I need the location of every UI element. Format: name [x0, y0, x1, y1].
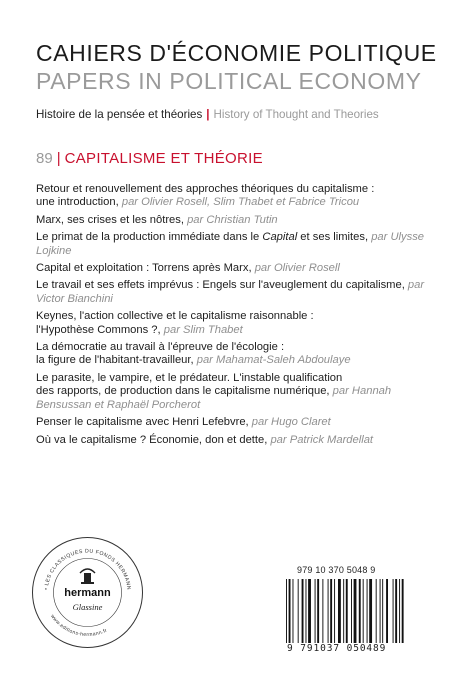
barcode-bar — [334, 579, 335, 643]
barcode-bar — [402, 579, 404, 643]
toc-title-line: des rapports, de production dans le capitalisme numérique, — [36, 385, 330, 398]
publisher-seal — [30, 535, 145, 650]
toc-entry-author: par Mahamat-Saleh Abdoulaye — [196, 354, 351, 367]
barcode-bar — [306, 579, 307, 643]
toc-entry-author: par Olivier Rosell — [254, 262, 340, 275]
barcode-bar — [395, 579, 397, 643]
barcode-bar — [315, 579, 316, 643]
toc-entry-title — [36, 279, 405, 291]
barcode-bar — [380, 579, 381, 643]
seal-script: Glassine — [72, 602, 103, 612]
barcode-bar — [308, 579, 311, 643]
toc-entry-author: par Patrick Mardellat — [270, 433, 374, 446]
toc-entry-author: par Victor Bianchini — [36, 279, 425, 305]
toc-entry — [36, 310, 436, 337]
barcode-bar — [363, 579, 364, 643]
barcode-bar — [354, 579, 357, 643]
barcode-bar — [376, 579, 377, 643]
barcode-bar — [382, 579, 383, 643]
toc-entry-title — [36, 231, 368, 243]
toc-entry-author: par Olivier Rosell, Slim Thabet et Fabrice Tricou — [121, 196, 360, 209]
toc-entry-title — [36, 262, 252, 274]
issue-heading — [36, 150, 263, 167]
barcode-bar — [322, 579, 323, 643]
toc-title-part: Le primat de la production immédiate dans le — [36, 231, 263, 244]
barcode-bar — [298, 579, 299, 643]
title-english: PAPERS IN POLITICAL ECONOMY — [36, 68, 422, 94]
barcode-bar — [367, 579, 368, 643]
toc-entry-title — [36, 416, 249, 428]
seal-emblem-icon — [80, 569, 95, 584]
seal-brand: hermann — [64, 587, 111, 599]
toc-title-line: Penser le capitalisme avec Henri Lefebvre, — [36, 416, 249, 429]
ean-digits: 9 791037 050489 — [287, 643, 387, 654]
toc-entry — [36, 262, 436, 275]
barcode-bar — [393, 579, 394, 643]
barcode-bar — [293, 579, 294, 643]
seal-ring-text: • LES CLASSIQUES DU FONDS HERMANN — [43, 548, 132, 591]
toc-entry-title — [36, 434, 267, 446]
series-subtitle — [36, 108, 379, 121]
toc-entry-author: par Ulysse Lojkine — [36, 231, 425, 257]
toc-entry — [36, 434, 436, 447]
toc-title-line: Marx, ses crises et les nôtres, — [36, 213, 184, 226]
seal-url: www.editions-hermann.fr — [49, 613, 109, 639]
toc-title-line: Où va le capitalisme ? Économie, don et dette, — [36, 433, 268, 446]
toc-title-line: La démocratie au travail à l'épreuve de l'écologie : — [36, 341, 285, 354]
subtitle-english: History of Thought and Theories — [213, 108, 379, 121]
toc-entry — [36, 231, 436, 258]
toc-title-line: Keynes, l'action collective et le capitalisme raisonnable : — [36, 310, 314, 323]
subtitle-french: Histoire de la pensée et théories — [36, 108, 203, 121]
toc-title-line: l'Hypothèse Commons ?, — [36, 323, 161, 336]
toc-title-line: une introduction, — [36, 196, 119, 209]
toc-entry-title — [36, 214, 184, 226]
toc-entry — [36, 183, 436, 210]
barcode-bar — [386, 579, 388, 643]
barcode-bar — [359, 579, 361, 643]
barcode-bar — [328, 579, 329, 643]
barcode-bar — [317, 579, 319, 643]
barcode-bar — [330, 579, 332, 643]
toc-title-line: Capital et exploitation : Torrens après Marx, — [36, 262, 252, 275]
toc-title-line: Le parasite, le vampire, et le prédateur. L'instable qualification — [36, 371, 343, 384]
toc-title-line: Le travail et ses effets imprévus : Engels sur l'aveuglement du capitalisme, — [36, 279, 405, 292]
barcode-bar — [302, 579, 304, 643]
barcode-bar — [399, 579, 400, 643]
toc-entry-author: par Hugo Claret — [251, 416, 331, 429]
barcode-bar — [286, 579, 287, 643]
toc-entry — [36, 214, 436, 227]
table-of-contents — [36, 183, 436, 451]
toc-entry-author: par Christian Tutin — [187, 213, 278, 226]
toc-title-emphasis: Capital — [262, 231, 298, 244]
toc-title-line: Retour et renouvellement des approches théoriques du capitalisme : — [36, 183, 375, 195]
toc-entry — [36, 416, 436, 429]
barcode-bar — [338, 579, 341, 643]
toc-entry — [36, 341, 436, 368]
toc-entry — [36, 372, 436, 412]
barcode-bar — [369, 579, 372, 643]
toc-entry-author: par Hannah Bensussan et Raphaël Porcherot — [36, 385, 392, 411]
title-french: CAHIERS D'ÉCONOMIE POLITIQUE — [36, 40, 437, 66]
barcode-bar — [346, 579, 348, 643]
toc-title-part: et ses limites, — [297, 231, 369, 244]
toc-entry-author: par Slim Thabet — [163, 323, 243, 336]
issue-theme: CAPITALISME ET THÉORIE — [64, 150, 263, 167]
issue-separator: | — [56, 150, 61, 167]
subtitle-separator: | — [206, 108, 210, 121]
barcode-bar — [289, 579, 291, 643]
barcode-icon — [285, 579, 410, 643]
isbn-number: 979 10 370 5048 9 — [297, 565, 376, 575]
barcode-bar — [343, 579, 344, 643]
toc-entry-title — [36, 372, 342, 397]
toc-entry — [36, 279, 436, 306]
toc-title-line: la figure de l'habitant-travailleur, — [36, 354, 194, 367]
barcode-block — [285, 565, 410, 657]
issue-number: 89 — [36, 150, 53, 167]
barcode-bar — [351, 579, 352, 643]
